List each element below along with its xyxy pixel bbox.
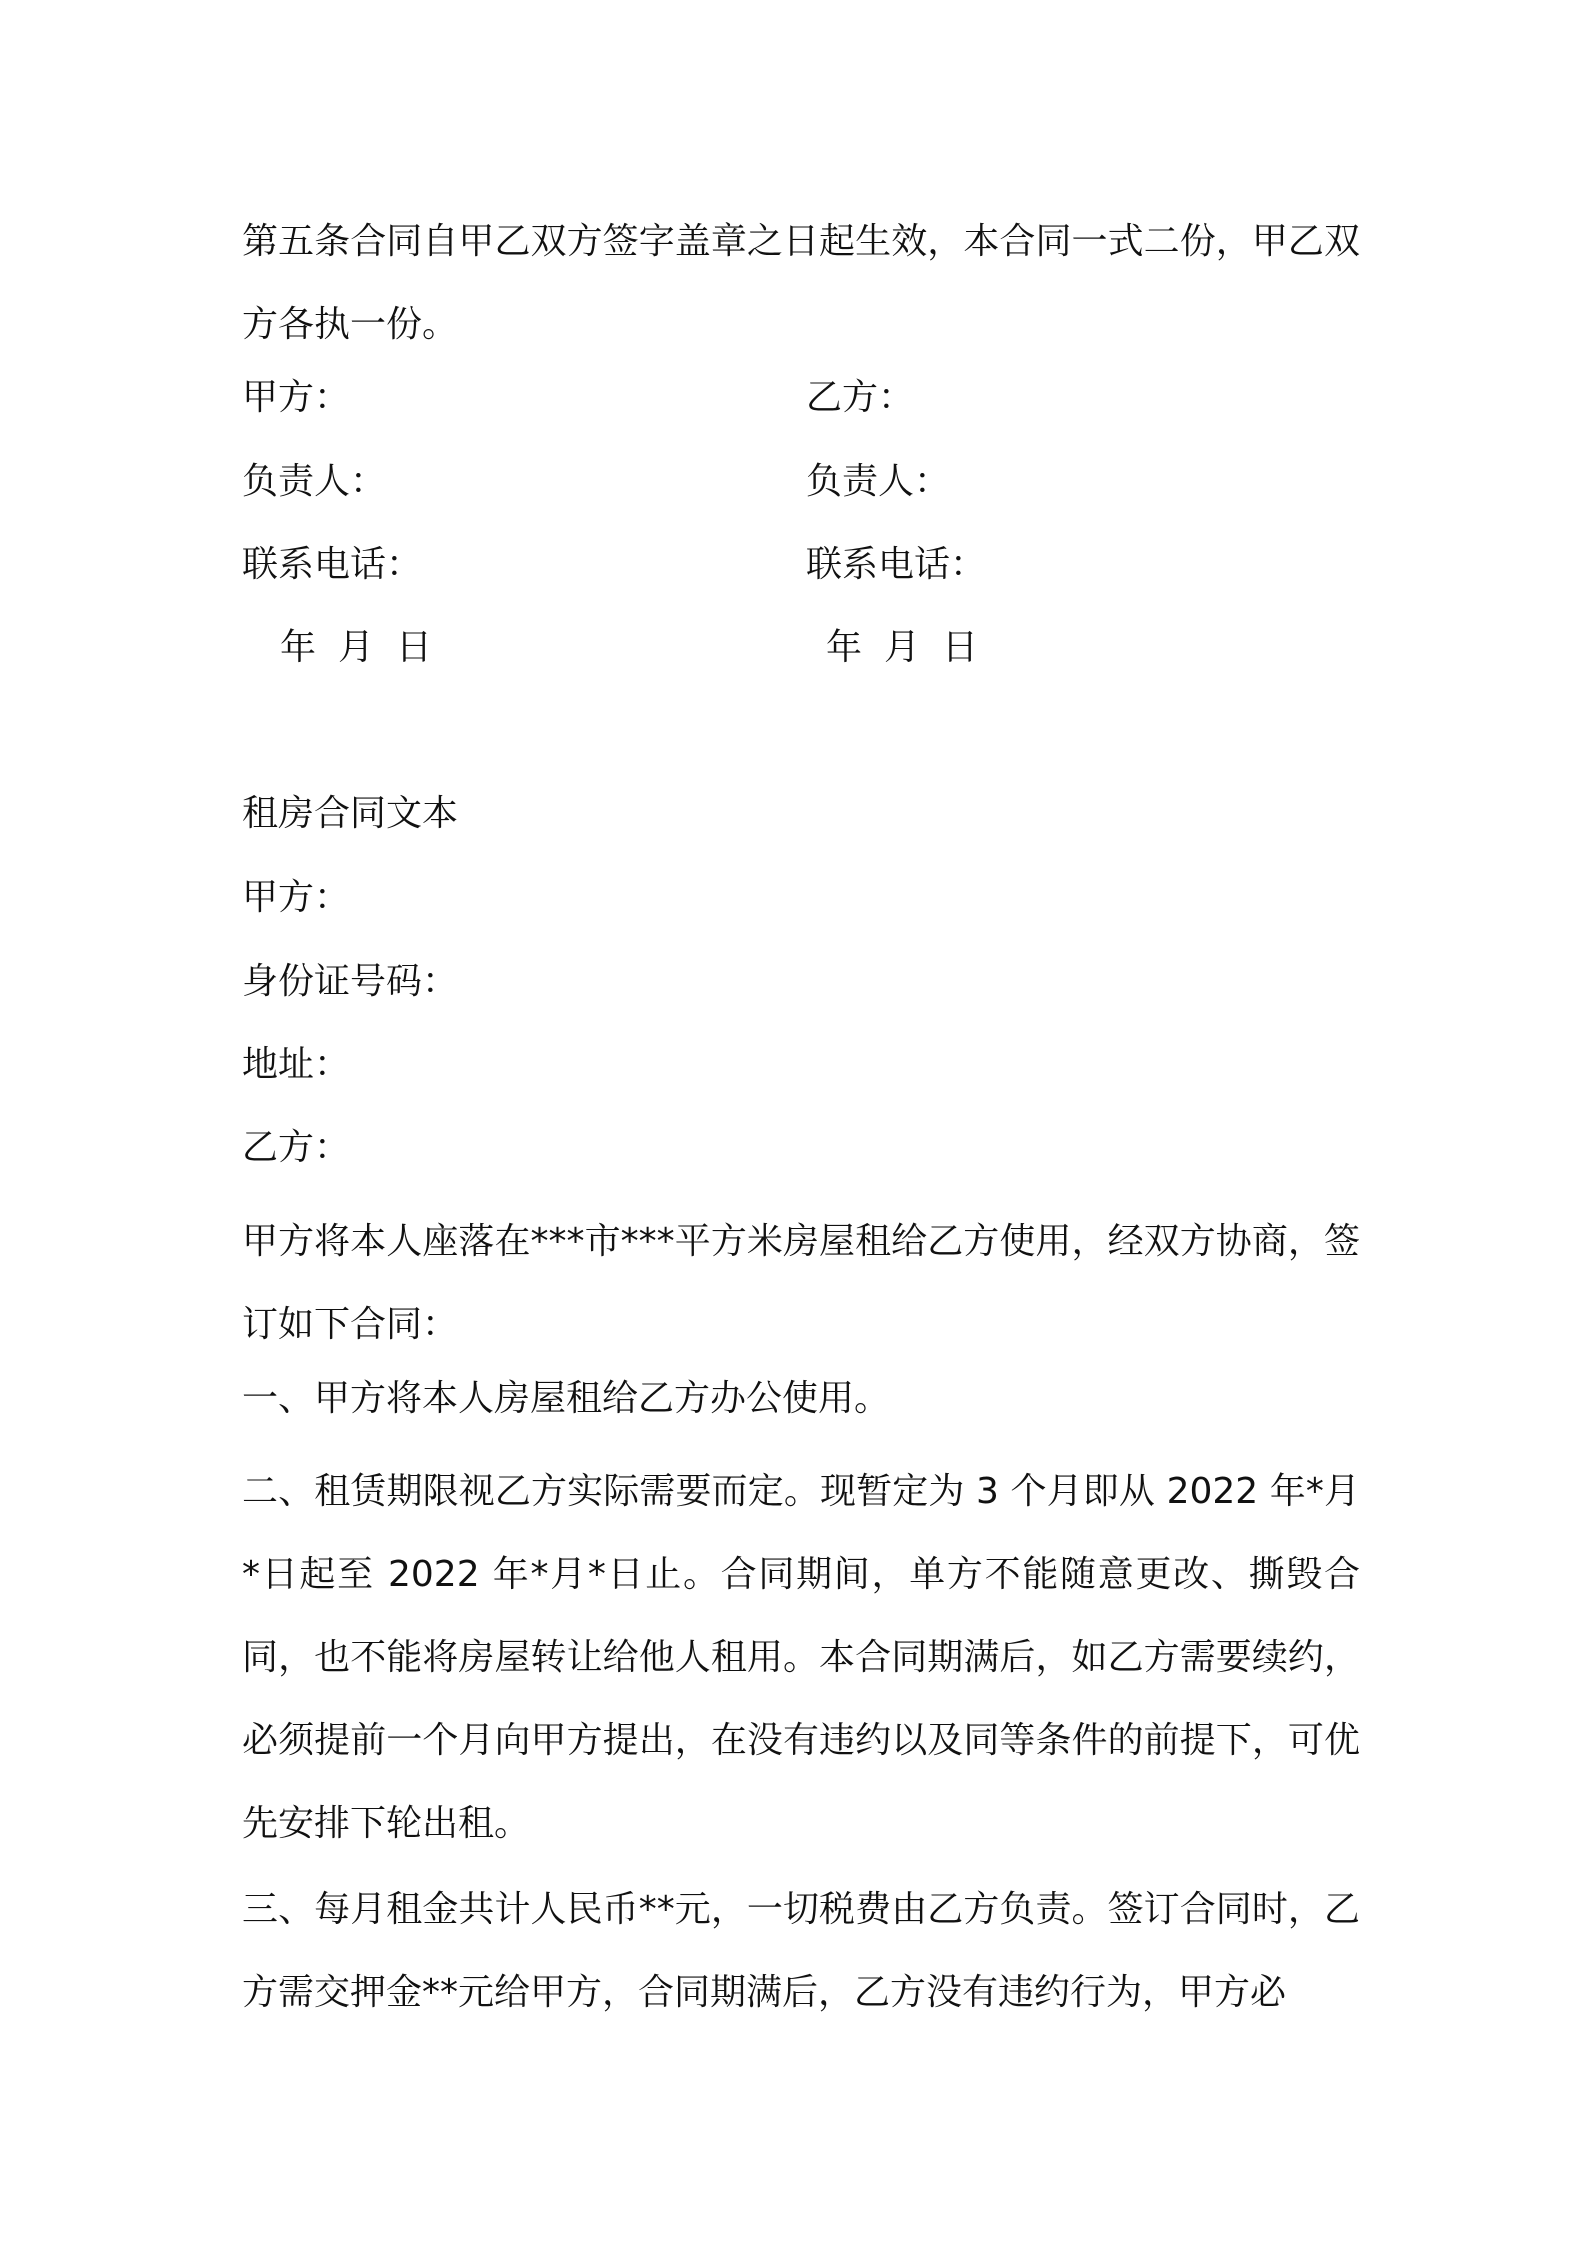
date-day-label: 日 <box>942 627 979 668</box>
date-month-label: 月 <box>884 627 921 668</box>
date-year-label: 年 <box>280 627 317 668</box>
date-month-label: 月 <box>338 627 375 668</box>
clause-3-paragraph: 三、每月租金共计人民币**元，一切税费由乙方负责。签订合同时，乙方需交押金**元给甲方，合同期满后，乙方没有违约行为，甲方必 <box>242 1889 1360 2013</box>
address-label: 地址： <box>242 1044 351 1085</box>
signature-phone-b-label: 联系电话： <box>806 544 987 585</box>
party-b-label: 乙方： <box>242 1127 351 1168</box>
date-day-label: 日 <box>396 627 433 668</box>
signature-party-b-label: 乙方： <box>806 377 915 418</box>
date-year-label: 年 <box>826 627 863 668</box>
party-a-label: 甲方： <box>242 877 351 918</box>
intro-paragraph: 甲方将本人座落在***市***平方米房屋租给乙方使用，经双方协商，签订如下合同： <box>242 1221 1360 1345</box>
signature-party-a-label: 甲方： <box>242 377 351 418</box>
signature-date-b <box>826 624 978 672</box>
id-number-label: 身份证号码： <box>242 961 459 1002</box>
signature-manager-a-label: 负责人： <box>242 461 387 502</box>
contract-title: 租房合同文本 <box>242 793 459 834</box>
article-5-paragraph: 第五条合同自甲乙双方签字盖章之日起生效，本合同一式二份，甲乙双方各执一份。 <box>242 221 1360 345</box>
signature-phone-a-label: 联系电话： <box>242 544 423 585</box>
signature-manager-b-label: 负责人： <box>806 461 951 502</box>
signature-date-a <box>280 624 432 672</box>
clause-1: 一、甲方将本人房屋租给乙方办公使用。 <box>242 1378 891 1419</box>
clause-2-paragraph: 二、租赁期限视乙方实际需要而定。现暂定为 3 个月即从 2022 年*月*日起至 2022 年*月*日止。合同期间，单方不能随意更改、撕毁合同，也不能将房屋转让给他人租用。本合同期满后，如乙方需要续约，必须提前一个月向甲方提出，在没有违约以及同等条件的前提下，可优先安排下轮出租。 <box>242 1471 1360 1844</box>
